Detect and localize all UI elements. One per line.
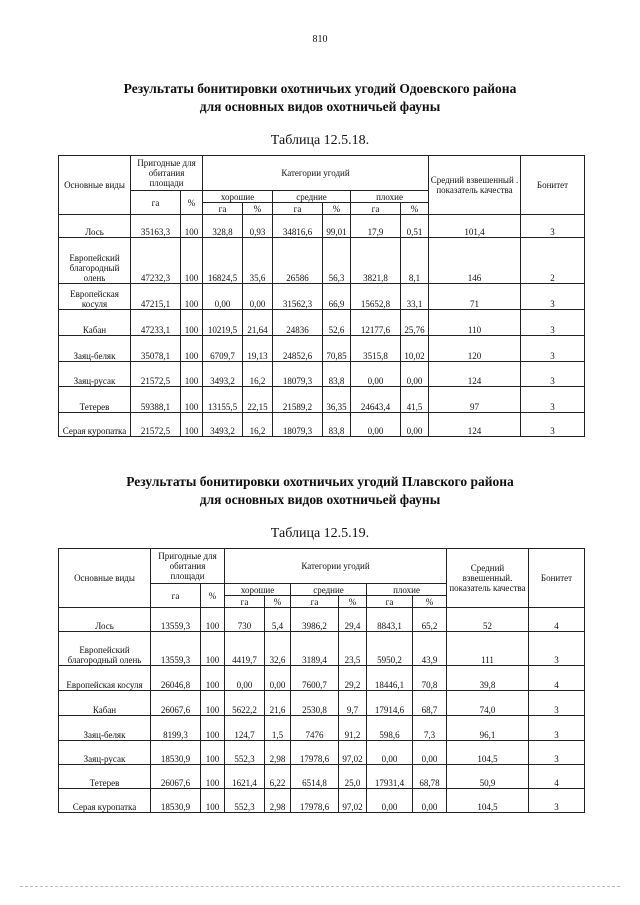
cell-bon: 3 [529,632,585,666]
title-line-1: Результаты бонитировки охотничьих угодий Одоевского района [123,81,517,96]
cell-pct: 100 [201,765,225,789]
cell-pct: 100 [181,215,203,238]
cell-bon: 3 [529,741,585,765]
header-medium-pct: % [323,203,351,215]
table-row [59,336,585,362]
cell-b-pct: 7,3 [413,716,447,741]
table-row [59,413,585,437]
cell-m-ha: 18079,3 [273,413,323,437]
cell-g-pct: 2,98 [265,741,291,765]
cell-b-ha: 12177,6 [351,310,401,336]
cell-m-ha: 3189,4 [291,632,339,666]
cell-bon: 3 [521,284,585,310]
header-bad: плохие [351,191,429,203]
cell-pct: 100 [181,336,203,362]
cell-b-ha: 18446,1 [367,666,413,691]
cell-b-pct: 10,02 [401,336,429,362]
cell-ha: 26046,8 [151,666,201,691]
cell-m-ha: 24836 [273,310,323,336]
cell-g-ha: 552,3 [225,741,265,765]
cell-m-pct: 83,8 [323,362,351,387]
cell-pct: 100 [181,413,203,437]
cell-g-pct: 19,13 [243,336,273,362]
cell-g-pct: 0,00 [265,666,291,691]
cell-b-ha: 15652,8 [351,284,401,310]
cell-avg: 74,0 [447,691,529,716]
header-good: хорошие [225,584,291,596]
title-line-1: Результаты бонитировки охотничьих угодий Плавского района [126,474,514,489]
table-row [59,632,585,666]
cell-name: Лось [59,608,151,632]
cell-m-pct: 97,02 [339,741,367,765]
header-medium-ha: га [273,203,323,215]
header-categories: Категории угодий [225,549,447,584]
table-row [59,608,585,632]
cell-avg: 101,4 [429,215,521,238]
header-categories: Категории угодий [203,156,429,191]
header-medium: средние [291,584,367,596]
cell-avg: 104,5 [447,741,529,765]
header-ha: га [131,191,181,215]
header-medium: средние [273,191,351,203]
cell-avg: 124 [429,413,521,437]
cell-avg: 120 [429,336,521,362]
cell-m-pct: 83,8 [323,413,351,437]
cell-name: Заяц-беляк [59,336,131,362]
cell-m-pct: 25,0 [339,765,367,789]
header-bad: плохие [367,584,447,596]
cell-g-pct: 21,6 [265,691,291,716]
cell-g-pct: 22,15 [243,387,273,413]
cell-ha: 21572,5 [131,413,181,437]
cell-m-ha: 24852,6 [273,336,323,362]
cell-b-pct: 8,1 [401,238,429,284]
header-species: Основные виды [59,549,151,608]
cell-b-pct: 68,7 [413,691,447,716]
cell-bon: 4 [529,666,585,691]
section-title-odoevsky [0,80,640,116]
cell-g-pct: 32,6 [265,632,291,666]
cell-bon: 3 [529,691,585,716]
cell-g-pct: 0,93 [243,215,273,238]
cell-g-pct: 16,2 [243,413,273,437]
cell-bon: 3 [521,362,585,387]
cell-b-ha: 598,6 [367,716,413,741]
cell-ha: 35078,1 [131,336,181,362]
cell-b-ha: 17931,4 [367,765,413,789]
header-bad-pct: % [413,596,447,608]
cell-g-pct: 5,4 [265,608,291,632]
cell-name: Серая куропатка [59,413,131,437]
cell-m-ha: 7600,7 [291,666,339,691]
cell-g-pct: 2,98 [265,789,291,813]
cell-g-ha: 3493,2 [203,413,243,437]
cell-ha: 18530,9 [151,741,201,765]
cell-m-pct: 52,6 [323,310,351,336]
cell-avg: 50,9 [447,765,529,789]
table-row [59,215,585,238]
cell-pct: 100 [201,691,225,716]
cell-pct: 100 [181,238,203,284]
cell-pct: 100 [201,741,225,765]
cell-b-ha: 0,00 [351,362,401,387]
cell-m-pct: 36,35 [323,387,351,413]
cell-bon: 3 [521,310,585,336]
header-suitable-area: Пригодные для обитания площади [131,156,203,191]
cell-name: Заяц-русак [59,362,131,387]
cell-g-ha: 5622,2 [225,691,265,716]
cell-m-ha: 17978,6 [291,789,339,813]
table-row [59,741,585,765]
cell-g-ha: 124,7 [225,716,265,741]
table-row [59,716,585,741]
header-ha: га [151,584,201,608]
table-caption-1: Таблица 12.5.18. [270,133,370,148]
cell-name: Лось [59,215,131,238]
header-bad-pct: % [401,203,429,215]
cell-b-pct: 33,1 [401,284,429,310]
cell-b-pct: 0,00 [401,362,429,387]
header-bad-ha: га [367,596,413,608]
cell-avg: 96,1 [447,716,529,741]
cell-name: Тетерев [59,765,151,789]
cell-avg: 71 [429,284,521,310]
cell-g-ha: 6709,7 [203,336,243,362]
cell-name: Европейская косуля [59,284,131,310]
cell-g-ha: 13155,5 [203,387,243,413]
cell-ha: 59388,1 [131,387,181,413]
cell-g-ha: 10219,5 [203,310,243,336]
cell-bon: 4 [529,608,585,632]
cell-name: Серая куропатка [59,789,151,813]
table-row [59,238,585,284]
cell-ha: 47233,1 [131,310,181,336]
cell-bon: 3 [521,336,585,362]
header-good: хорошие [203,191,273,203]
header-good-pct: % [265,596,291,608]
cell-avg: 52 [447,608,529,632]
cell-ha: 26067,6 [151,765,201,789]
cell-m-ha: 6514,8 [291,765,339,789]
table-row [59,284,585,310]
page-footer-rule [20,886,620,887]
cell-pct: 100 [181,387,203,413]
cell-bon: 4 [529,765,585,789]
cell-b-pct: 70,8 [413,666,447,691]
table-row [59,387,585,413]
cell-avg: 39,8 [447,666,529,691]
cell-b-ha: 3821,8 [351,238,401,284]
cell-pct: 100 [201,789,225,813]
cell-g-ha: 552,3 [225,789,265,813]
cell-ha: 47232,3 [131,238,181,284]
cell-name: Кабан [59,691,151,716]
cell-b-pct: 0,00 [413,789,447,813]
cell-g-ha: 1621,4 [225,765,265,789]
header-good-pct: % [243,203,273,215]
cell-m-pct: 97,02 [339,789,367,813]
cell-ha: 8199,3 [151,716,201,741]
cell-g-ha: 0,00 [225,666,265,691]
cell-b-pct: 25,76 [401,310,429,336]
cell-ha: 47215,1 [131,284,181,310]
cell-b-ha: 17,9 [351,215,401,238]
table-row [59,310,585,336]
cell-b-pct: 68,78 [413,765,447,789]
cell-b-pct: 0,51 [401,215,429,238]
cell-avg: 111 [447,632,529,666]
cell-bon: 3 [529,789,585,813]
header-bad-ha: га [351,203,401,215]
table-caption-2: Таблица 12.5.19. [270,526,370,541]
cell-bon: 3 [521,215,585,238]
cell-avg: 104,5 [447,789,529,813]
cell-name: Европейская косуля [59,666,151,691]
table-row [59,362,585,387]
title-line-2: для основных видов охотничьей фауны [199,99,441,114]
cell-bon: 3 [529,716,585,741]
cell-g-ha: 3493,2 [203,362,243,387]
cell-g-pct: 0,00 [243,284,273,310]
cell-g-pct: 21,64 [243,310,273,336]
cell-m-ha: 21589,2 [273,387,323,413]
header-bonitet: Бонитет [529,549,585,608]
cell-b-pct: 0,00 [413,741,447,765]
table-row [59,789,585,813]
cell-g-pct: 35,6 [243,238,273,284]
cell-pct: 100 [201,608,225,632]
header-good-ha: га [203,203,243,215]
header-good-ha: га [225,596,265,608]
cell-m-ha: 18079,3 [273,362,323,387]
header-suitable-area: Пригодные для обитания площади [151,549,225,584]
cell-name: Кабан [59,310,131,336]
cell-b-ha: 8843,1 [367,608,413,632]
cell-g-pct: 16,2 [243,362,273,387]
cell-b-pct: 43,9 [413,632,447,666]
cell-g-ha: 328,8 [203,215,243,238]
cell-m-pct: 66,9 [323,284,351,310]
cell-pct: 100 [181,284,203,310]
bonitet-table-odoevsky [58,155,585,437]
cell-g-pct: 6,22 [265,765,291,789]
page-number: 810 [312,34,328,45]
cell-name: Заяц-беляк [59,716,151,741]
cell-m-pct: 99,01 [323,215,351,238]
cell-pct: 100 [181,310,203,336]
cell-m-pct: 23,5 [339,632,367,666]
cell-g-ha: 16824,5 [203,238,243,284]
cell-g-ha: 0,00 [203,284,243,310]
cell-bon: 3 [521,387,585,413]
cell-ha: 13559,3 [151,608,201,632]
cell-m-ha: 3986,2 [291,608,339,632]
cell-bon: 2 [521,238,585,284]
cell-m-ha: 2530,8 [291,691,339,716]
cell-m-ha: 26586 [273,238,323,284]
cell-m-pct: 9,7 [339,691,367,716]
cell-name: Тетерев [59,387,131,413]
header-medium-ha: га [291,596,339,608]
header-pct: % [181,191,203,215]
cell-g-ha: 730 [225,608,265,632]
cell-ha: 18530,9 [151,789,201,813]
table-row [59,666,585,691]
cell-b-ha: 0,00 [367,789,413,813]
cell-b-pct: 0,00 [401,413,429,437]
cell-m-ha: 7476 [291,716,339,741]
title-line-2: для основных видов охотничьей фауны [199,492,441,507]
section-title-plavsky [0,473,640,509]
cell-b-ha: 5950,2 [367,632,413,666]
table-body [59,215,585,437]
header-pct: % [201,584,225,608]
cell-m-pct: 29,4 [339,608,367,632]
cell-b-ha: 0,00 [367,741,413,765]
cell-pct: 100 [201,716,225,741]
cell-pct: 100 [181,362,203,387]
table-row [59,765,585,789]
cell-m-ha: 31562,3 [273,284,323,310]
header-weighted-quality: Средний взвешенный. показатель качества [447,549,529,608]
bonitet-table-plavsky [58,548,585,813]
cell-m-pct: 91,2 [339,716,367,741]
cell-ha: 13559,3 [151,632,201,666]
cell-avg: 146 [429,238,521,284]
header-weighted-quality: Средний взвешенный . показатель качества [429,156,521,215]
table-row [59,691,585,716]
cell-ha: 21572,5 [131,362,181,387]
cell-avg: 97 [429,387,521,413]
header-bonitet: Бонитет [521,156,585,215]
table-body [59,608,585,813]
cell-name: Европейский благородный олень [59,632,151,666]
cell-b-ha: 17914,6 [367,691,413,716]
cell-m-pct: 56,3 [323,238,351,284]
cell-b-ha: 3515,8 [351,336,401,362]
cell-avg: 124 [429,362,521,387]
cell-b-pct: 41,5 [401,387,429,413]
cell-b-ha: 24643,4 [351,387,401,413]
cell-b-ha: 0,00 [351,413,401,437]
cell-avg: 110 [429,310,521,336]
cell-pct: 100 [201,632,225,666]
header-medium-pct: % [339,596,367,608]
cell-name: Заяц-русак [59,741,151,765]
cell-ha: 26067,6 [151,691,201,716]
cell-m-pct: 29,2 [339,666,367,691]
cell-g-pct: 1,5 [265,716,291,741]
cell-name: Европейский благородный олень [59,238,131,284]
cell-ha: 35163,3 [131,215,181,238]
cell-m-ha: 17978,6 [291,741,339,765]
header-species: Основные виды [59,156,131,215]
cell-m-ha: 34816,6 [273,215,323,238]
cell-pct: 100 [201,666,225,691]
cell-b-pct: 65,2 [413,608,447,632]
cell-g-ha: 4419,7 [225,632,265,666]
cell-bon: 3 [521,413,585,437]
cell-m-pct: 70,85 [323,336,351,362]
